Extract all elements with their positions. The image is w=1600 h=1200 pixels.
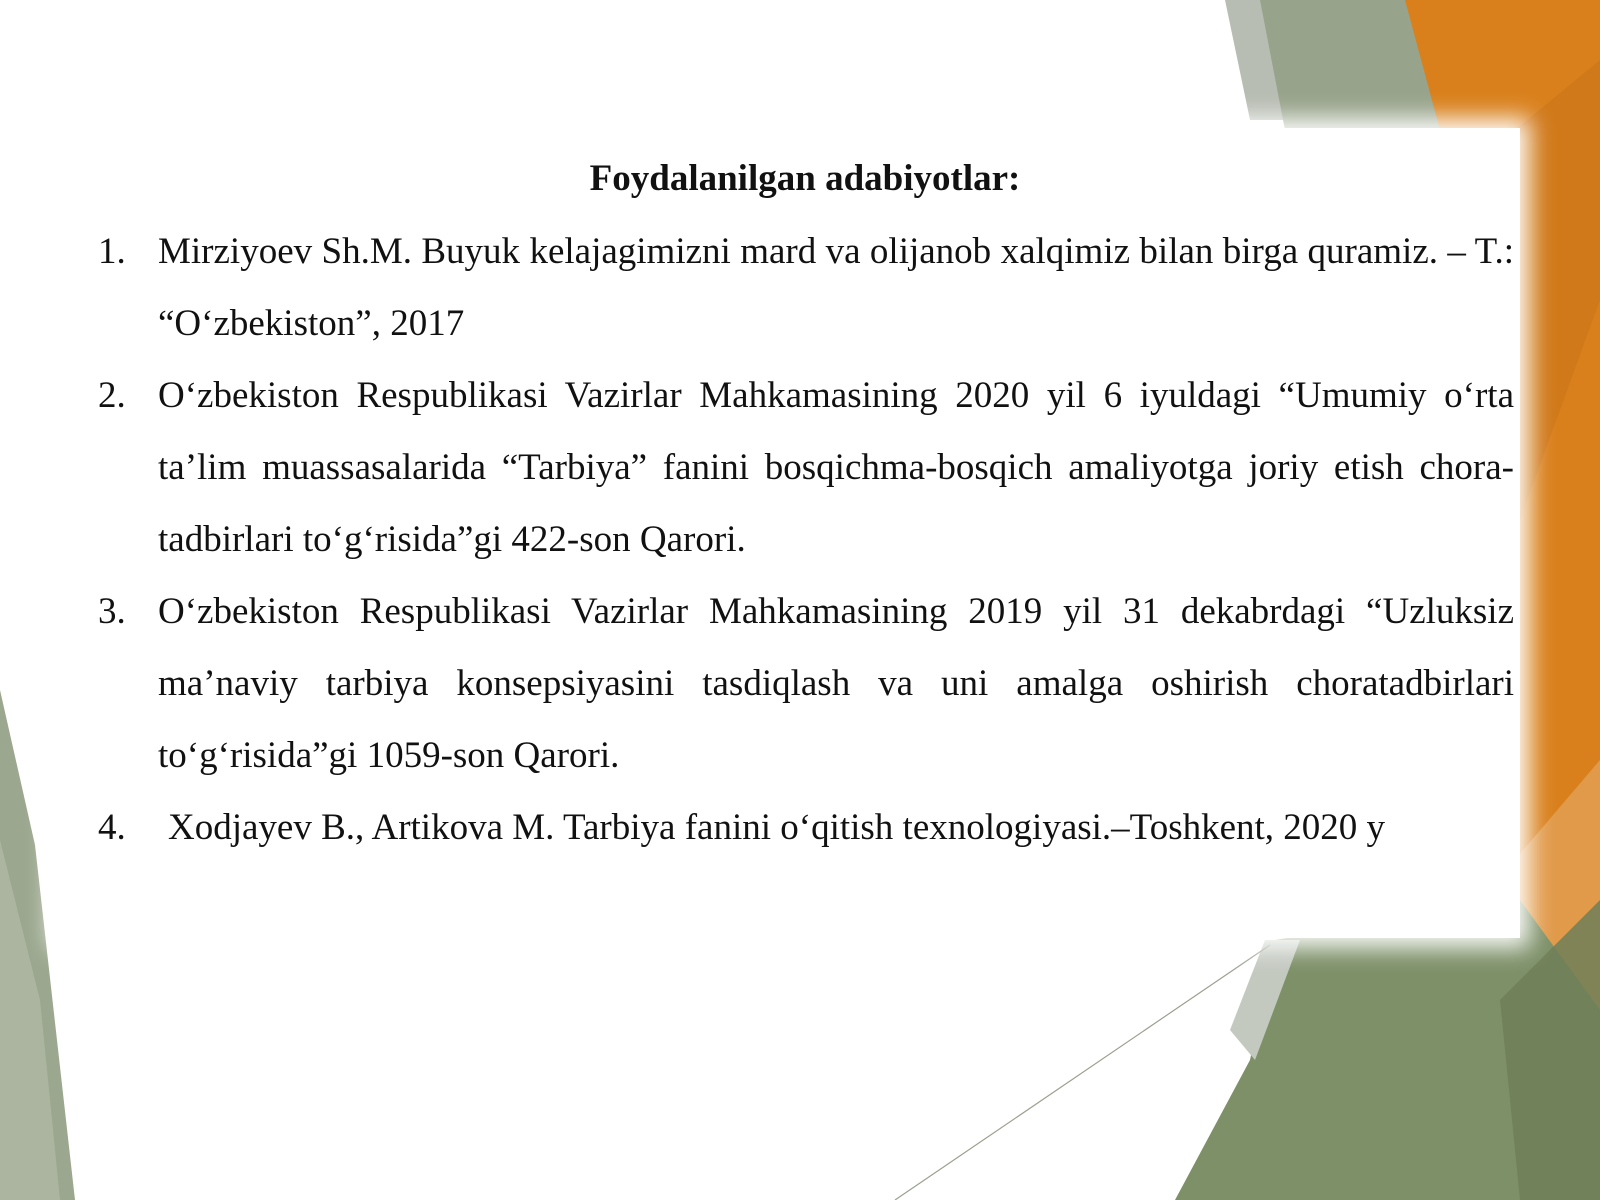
- reference-text: O‘zbekiston Respublikasi Vazirlar Mahkamasining 2020 yil 6 iyuldagi “Umumiy o‘rta ta’lim muassasalarida “Tarbiya” fanini bosqichma-bosqich amaliyotga joriy etish chora-tadbirlari to‘g‘risida”gi 422-son Qarori.: [158, 375, 1514, 560]
- reference-text: Xodjayev B., Artikova M. Tarbiya fanini o‘qitish texnologiyasi.–Toshkent, 2020 y: [168, 807, 1386, 848]
- reference-text: Mirziyoev Sh.M. Buyuk kelajagimizni mard va olijanob xalqimiz bilan birga quramiz. – T.: “O‘zbekiston”, 2017: [158, 231, 1514, 344]
- reference-text: O‘zbekiston Respublikasi Vazirlar Mahkamasining 2019 yil 31 dekabrdagi “Uzluksiz ma’naviy tarbiya konsepsiyasini tasdiqlash va uni amalga oshirish choratadbirlari to‘g‘risida”gi 1059-son Qarori.: [158, 591, 1514, 776]
- slide-heading: Foydalanilgan adabiyotlar:: [589, 158, 1021, 199]
- reference-item: [94, 216, 1514, 360]
- reference-number: 2.: [98, 375, 126, 416]
- reference-number: 3.: [98, 591, 126, 632]
- reference-list: [94, 216, 1514, 864]
- reference-item: [94, 576, 1514, 792]
- reference-number: 1.: [98, 231, 126, 272]
- reference-number: 4.: [98, 807, 126, 848]
- reference-item: [94, 792, 1514, 864]
- reference-item: [94, 360, 1514, 576]
